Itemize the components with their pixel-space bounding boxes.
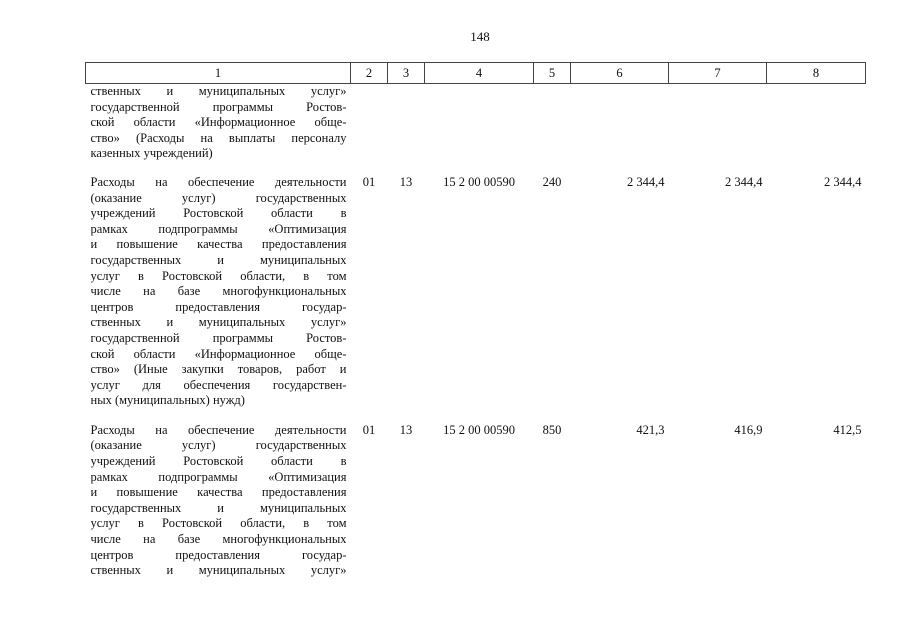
table-row xyxy=(86,167,866,415)
section-code: 01 xyxy=(362,422,376,437)
target-code xyxy=(425,84,534,167)
description-line: государственной программы Ростов- xyxy=(90,330,347,345)
row-description xyxy=(86,84,351,167)
header-col-2: 2 xyxy=(351,63,388,84)
description-line: ство» (Иные закупки товаров, работ и xyxy=(90,362,347,377)
description-line: услуг в Ростовской области, в том xyxy=(90,516,347,531)
amount-year-3: 412,5 xyxy=(833,422,862,437)
amount-year-1 xyxy=(571,84,669,167)
description-line: государственных и муниципальных xyxy=(90,500,347,515)
amount-year-2 xyxy=(669,84,767,167)
description-line: ственных и муниципальных услуг» xyxy=(90,315,347,330)
description-line: числе на базе многофункциональных xyxy=(90,284,347,299)
table-row xyxy=(86,84,866,167)
header-row xyxy=(86,63,866,84)
target-code: 15 2 00 00590 xyxy=(443,174,515,189)
description-line: числе на базе многофункциональных xyxy=(90,532,347,547)
description-line: (оказание услуг) государственных xyxy=(90,438,347,453)
amount-year-1: 2 344,4 xyxy=(627,174,665,189)
description-line: услуг для обеспечения государствен- xyxy=(90,377,347,392)
description-line: государственных и муниципальных xyxy=(90,252,347,267)
header-col-4: 4 xyxy=(425,63,534,84)
section-code xyxy=(351,84,388,167)
table-row xyxy=(86,415,866,579)
expense-type-code: 240 xyxy=(542,174,562,189)
amount-year-2: 416,9 xyxy=(734,422,763,437)
description-line: ных (муниципальных) нужд) xyxy=(90,393,245,408)
expense-type-code: 850 xyxy=(542,422,562,437)
description-line: и повышение качества предоставления xyxy=(90,485,347,500)
description-line: Расходы на обеспечение деятельности xyxy=(90,422,347,437)
header-col-1: 1 xyxy=(86,63,351,84)
header-col-3: 3 xyxy=(388,63,425,84)
amount-year-3 xyxy=(767,84,866,167)
description-line: рамках подпрограммы «Оптимизация xyxy=(90,469,347,484)
description-line: ской области «Информационное обще- xyxy=(90,115,347,130)
row-description xyxy=(86,415,351,579)
header-col-7: 7 xyxy=(669,63,767,84)
description-line: казенных учреждений) xyxy=(90,146,213,161)
amount-year-3: 2 344,4 xyxy=(824,174,862,189)
description-line: Расходы на обеспечение деятельности xyxy=(90,174,347,189)
description-line: центров предоставления государ- xyxy=(90,299,347,314)
description-line: центров предоставления государ- xyxy=(90,547,347,562)
target-code: 15 2 00 00590 xyxy=(443,422,515,437)
description-line: и повышение качества предоставления xyxy=(90,237,347,252)
expense-type-code xyxy=(534,84,571,167)
section-code: 01 xyxy=(362,174,376,189)
page-number: 148 xyxy=(470,29,490,44)
description-line: ственных и муниципальных услуг» xyxy=(90,563,347,578)
description-line: (оказание услуг) государственных xyxy=(90,190,347,205)
description-line: услуг в Ростовской области, в том xyxy=(90,268,347,283)
header-col-8: 8 xyxy=(767,63,866,84)
description-line: учреждений Ростовской области в xyxy=(90,454,347,469)
description-line: учреждений Ростовской области в xyxy=(90,206,347,221)
description-line: государственной программы Ростов- xyxy=(90,99,347,114)
amount-year-2: 2 344,4 xyxy=(725,174,763,189)
subsection-code xyxy=(388,84,425,167)
subsection-code: 13 xyxy=(399,174,413,189)
subsection-code: 13 xyxy=(399,422,413,437)
row-description xyxy=(86,167,351,415)
budget-table xyxy=(85,62,866,579)
header-col-5: 5 xyxy=(534,63,571,84)
description-line: ство» (Расходы на выплаты персоналу xyxy=(90,130,347,145)
description-line: ственных и муниципальных услуг» xyxy=(90,84,347,98)
amount-year-1: 421,3 xyxy=(636,422,665,437)
header-col-6: 6 xyxy=(571,63,669,84)
description-line: рамках подпрограммы «Оптимизация xyxy=(90,221,347,236)
description-line: ской области «Информационное обще- xyxy=(90,346,347,361)
